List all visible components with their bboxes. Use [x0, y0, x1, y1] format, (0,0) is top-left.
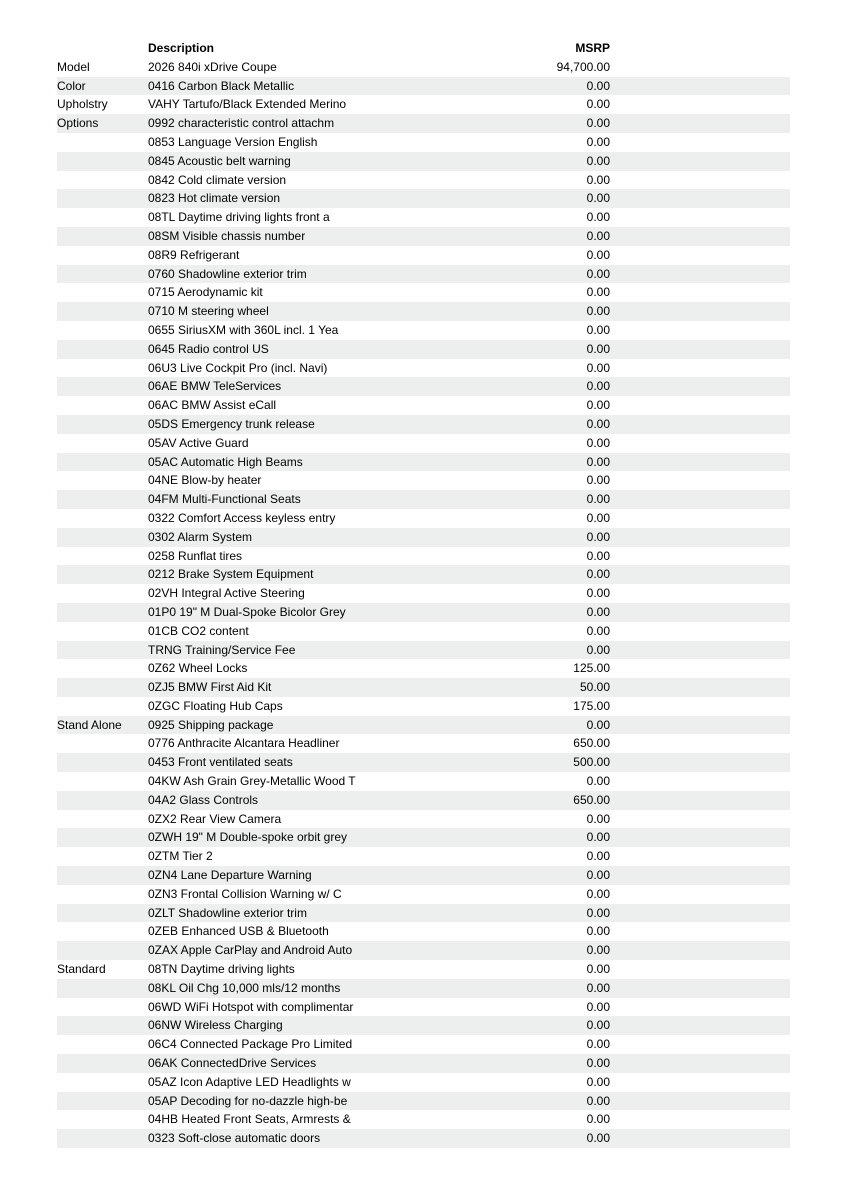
- row-spacer: [610, 471, 790, 490]
- row-spacer: [610, 1110, 790, 1129]
- table-row: [57, 396, 790, 415]
- row-description: 0845 Acoustic belt warning: [148, 153, 291, 168]
- row-msrp: 0.00: [586, 360, 610, 375]
- row-spacer: [610, 340, 790, 359]
- row-spacer: [610, 885, 790, 904]
- table-row: [57, 810, 790, 829]
- row-description: 0776 Anthracite Alcantara Headliner: [148, 736, 340, 751]
- row-spacer: [610, 95, 790, 114]
- row-spacer: [610, 603, 790, 622]
- row-msrp: 94,700.00: [556, 59, 610, 74]
- row-category: [57, 753, 148, 772]
- row-spacer: [610, 58, 790, 77]
- row-category: [57, 565, 148, 584]
- table-row: [57, 866, 790, 885]
- row-spacer: [610, 697, 790, 716]
- row-msrp: 0.00: [586, 304, 610, 319]
- row-description: 0710 M steering wheel: [148, 304, 269, 319]
- row-category: [57, 641, 148, 660]
- table-body: [57, 58, 790, 1148]
- row-msrp: 0.00: [586, 322, 610, 337]
- table-row: [57, 1016, 790, 1035]
- row-description: 08TL Daytime driving lights front a: [148, 210, 330, 225]
- row-description: 06U3 Live Cockpit Pro (incl. Navi): [148, 360, 328, 375]
- table-row: [57, 960, 790, 979]
- row-msrp: 0.00: [586, 510, 610, 525]
- row-spacer: [610, 283, 790, 302]
- table-row: [57, 415, 790, 434]
- row-spacer: [610, 302, 790, 321]
- row-spacer: [610, 396, 790, 415]
- row-spacer: [610, 828, 790, 847]
- table-row: [57, 941, 790, 960]
- table-row: [57, 1092, 790, 1111]
- row-spacer: [610, 509, 790, 528]
- row-category: [57, 847, 148, 866]
- row-spacer: [610, 1016, 790, 1035]
- row-spacer: [610, 528, 790, 547]
- row-spacer: [610, 227, 790, 246]
- table-row: [57, 772, 790, 791]
- table-row: [57, 321, 790, 340]
- table-row: [57, 1073, 790, 1092]
- table-row: [57, 547, 790, 566]
- row-spacer: [610, 490, 790, 509]
- row-category: [57, 828, 148, 847]
- table-row: [57, 114, 790, 133]
- row-description: 06WD WiFi Hotspot with complimentar: [148, 999, 354, 1014]
- row-description: 0715 Aerodynamic kit: [148, 285, 263, 300]
- table-row: [57, 1054, 790, 1073]
- row-description: 0323 Soft-close automatic doors: [148, 1131, 321, 1146]
- row-category: [57, 509, 148, 528]
- row-spacer: [610, 941, 790, 960]
- row-spacer: [610, 246, 790, 265]
- row-msrp: 50.00: [579, 680, 610, 695]
- row-description: 0842 Cold climate version: [148, 172, 287, 187]
- row-spacer: [610, 434, 790, 453]
- table-row: [57, 509, 790, 528]
- row-msrp: 0.00: [586, 379, 610, 394]
- row-description: 06C4 Connected Package Pro Limited: [148, 1037, 353, 1052]
- row-description: 0Z62 Wheel Locks: [148, 661, 248, 676]
- table-header: [57, 39, 790, 58]
- row-description: 0823 Hot climate version: [148, 191, 281, 206]
- row-spacer: [610, 998, 790, 1017]
- row-category: [57, 321, 148, 340]
- row-category: [57, 1110, 148, 1129]
- row-msrp: 0.00: [586, 849, 610, 864]
- row-category: [57, 1054, 148, 1073]
- row-category: [57, 810, 148, 829]
- row-description: 06AE BMW TeleServices: [148, 379, 282, 394]
- row-category: [57, 415, 148, 434]
- table-row: [57, 58, 790, 77]
- table-row: [57, 998, 790, 1017]
- row-msrp: 0.00: [586, 97, 610, 112]
- table-row: [57, 753, 790, 772]
- row-msrp: 0.00: [586, 717, 610, 732]
- row-spacer: [610, 716, 790, 735]
- row-description: 0ZLT Shadowline exterior trim: [148, 905, 307, 920]
- table-row: [57, 434, 790, 453]
- row-description: 02VH Integral Active Steering: [148, 586, 305, 601]
- row-spacer: [610, 960, 790, 979]
- row-msrp: 0.00: [586, 416, 610, 431]
- row-spacer: [610, 791, 790, 810]
- row-msrp: 0.00: [586, 623, 610, 638]
- row-spacer: [610, 171, 790, 190]
- row-category: [57, 283, 148, 302]
- row-msrp: 0.00: [586, 473, 610, 488]
- row-category: [57, 734, 148, 753]
- table-row: [57, 283, 790, 302]
- row-description: 08R9 Refrigerant: [148, 247, 240, 262]
- row-category: [57, 377, 148, 396]
- table-row: [57, 340, 790, 359]
- row-description: 08SM Visible chassis number: [148, 228, 306, 243]
- table-row: [57, 377, 790, 396]
- table-row: [57, 904, 790, 923]
- row-category: [57, 208, 148, 227]
- row-description: 05AP Decoding for no-dazzle high-be: [148, 1093, 348, 1108]
- description-column-header: Description: [148, 41, 215, 55]
- row-msrp: 650.00: [573, 792, 610, 807]
- row-category: [57, 904, 148, 923]
- table-row: [57, 77, 790, 96]
- row-spacer: [610, 753, 790, 772]
- row-spacer: [610, 1035, 790, 1054]
- header-row: [57, 39, 790, 58]
- row-category: [57, 152, 148, 171]
- table-row: [57, 208, 790, 227]
- row-description: 0ZWH 19" M Double-spoke orbit grey: [148, 830, 348, 845]
- row-description: VAHY Tartufo/Black Extended Merino: [148, 97, 347, 112]
- row-category: [57, 471, 148, 490]
- row-description: 0760 Shadowline exterior trim: [148, 266, 307, 281]
- row-msrp: 0.00: [586, 962, 610, 977]
- row-msrp: 0.00: [586, 924, 610, 939]
- row-description: 04HB Heated Front Seats, Armrests &: [148, 1112, 351, 1127]
- table-row: [57, 227, 790, 246]
- row-description: 0ZX2 Rear View Camera: [148, 811, 282, 826]
- row-msrp: 175.00: [573, 698, 610, 713]
- row-msrp: 0.00: [586, 454, 610, 469]
- row-spacer: [610, 453, 790, 472]
- row-description: 0ZEB Enhanced USB & Bluetooth: [148, 924, 329, 939]
- row-category: [57, 265, 148, 284]
- row-category: [57, 1016, 148, 1035]
- row-description: 08TN Daytime driving lights: [148, 962, 295, 977]
- row-category: [57, 697, 148, 716]
- row-spacer: [610, 265, 790, 284]
- row-msrp: 0.00: [586, 642, 610, 657]
- row-category: [57, 359, 148, 378]
- row-description: 0ZN3 Frontal Collision Warning w/ C: [148, 886, 342, 901]
- row-description: 2026 840i xDrive Coupe: [148, 59, 277, 74]
- row-msrp: 0.00: [586, 1112, 610, 1127]
- row-msrp: 0.00: [586, 980, 610, 995]
- row-category: [57, 678, 148, 697]
- row-msrp: 0.00: [586, 999, 610, 1014]
- row-category: [57, 547, 148, 566]
- row-description: 05AV Active Guard: [148, 435, 249, 450]
- row-spacer: [610, 622, 790, 641]
- row-msrp: 500.00: [573, 755, 610, 770]
- row-category: [57, 453, 148, 472]
- row-msrp: 0.00: [586, 435, 610, 450]
- row-description: 05AC Automatic High Beams: [148, 454, 303, 469]
- row-spacer: [610, 584, 790, 603]
- row-msrp: 0.00: [586, 210, 610, 225]
- row-description: 06NW Wireless Charging: [148, 1018, 283, 1033]
- row-spacer: [610, 208, 790, 227]
- table-row: [57, 697, 790, 716]
- row-msrp: 0.00: [586, 529, 610, 544]
- row-category: [57, 979, 148, 998]
- row-msrp: 0.00: [586, 604, 610, 619]
- table-row: [57, 453, 790, 472]
- row-description: 05DS Emergency trunk release: [148, 416, 315, 431]
- row-description: 0925 Shipping package: [148, 717, 274, 732]
- row-description: 0302 Alarm System: [148, 529, 253, 544]
- row-msrp: 0.00: [586, 247, 610, 262]
- row-msrp: 0.00: [586, 548, 610, 563]
- row-category: [57, 941, 148, 960]
- row-spacer: [610, 641, 790, 660]
- row-description: TRNG Training/Service Fee: [148, 642, 296, 657]
- row-msrp: 0.00: [586, 285, 610, 300]
- row-description: 06AC BMW Assist eCall: [148, 398, 277, 413]
- msrp-column-header: MSRP: [575, 41, 610, 55]
- row-spacer: [610, 979, 790, 998]
- table-row: [57, 1110, 790, 1129]
- row-category: [57, 1129, 148, 1148]
- category-column-header: [57, 39, 148, 58]
- row-category: [57, 659, 148, 678]
- row-msrp: 0.00: [586, 868, 610, 883]
- table-row: [57, 922, 790, 941]
- spacer-column-header: [610, 39, 790, 58]
- table-row: [57, 641, 790, 660]
- row-msrp: 650.00: [573, 736, 610, 751]
- row-spacer: [610, 359, 790, 378]
- row-msrp: 0.00: [586, 134, 610, 149]
- row-msrp: 0.00: [586, 774, 610, 789]
- row-msrp: 0.00: [586, 78, 610, 93]
- table-row: [57, 734, 790, 753]
- row-category: Options: [57, 116, 99, 131]
- table-row: [57, 659, 790, 678]
- row-description: 04NE Blow-by heater: [148, 473, 262, 488]
- row-category: Color: [57, 78, 86, 93]
- table-row: [57, 471, 790, 490]
- row-category: Standard: [57, 962, 106, 977]
- row-description: 0322 Comfort Access keyless entry: [148, 510, 336, 525]
- row-spacer: [610, 772, 790, 791]
- row-spacer: [610, 547, 790, 566]
- row-category: [57, 603, 148, 622]
- row-msrp: 0.00: [586, 116, 610, 131]
- row-spacer: [610, 659, 790, 678]
- table-row: [57, 152, 790, 171]
- row-spacer: [610, 133, 790, 152]
- row-msrp: 0.00: [586, 1037, 610, 1052]
- row-category: [57, 490, 148, 509]
- row-spacer: [610, 415, 790, 434]
- row-category: [57, 866, 148, 885]
- row-category: [57, 584, 148, 603]
- row-msrp: 0.00: [586, 830, 610, 845]
- row-category: [57, 396, 148, 415]
- row-category: [57, 791, 148, 810]
- table-row: [57, 622, 790, 641]
- row-category: [57, 1073, 148, 1092]
- row-category: [57, 227, 148, 246]
- row-description: 0992 characteristic control attachm: [148, 116, 335, 131]
- row-msrp: 0.00: [586, 586, 610, 601]
- row-msrp: 0.00: [586, 811, 610, 826]
- table-row: [57, 189, 790, 208]
- row-category: [57, 434, 148, 453]
- row-msrp: 0.00: [586, 1018, 610, 1033]
- table-row: [57, 885, 790, 904]
- row-spacer: [610, 866, 790, 885]
- table-row: [57, 584, 790, 603]
- table-row: [57, 171, 790, 190]
- row-category: [57, 189, 148, 208]
- row-description: 0853 Language Version English: [148, 134, 318, 149]
- row-msrp: 0.00: [586, 228, 610, 243]
- row-description: 0453 Front ventilated seats: [148, 755, 293, 770]
- table-row: [57, 1035, 790, 1054]
- row-spacer: [610, 152, 790, 171]
- row-msrp: 0.00: [586, 1093, 610, 1108]
- row-description: 01CB CO2 content: [148, 623, 249, 638]
- row-spacer: [610, 678, 790, 697]
- table-row: [57, 716, 790, 735]
- row-category: Model: [57, 59, 90, 74]
- row-msrp: 0.00: [586, 886, 610, 901]
- table-row: [57, 95, 790, 114]
- table-row: [57, 847, 790, 866]
- row-description: 0ZN4 Lane Departure Warning: [148, 868, 312, 883]
- row-category: [57, 998, 148, 1017]
- row-description: 01P0 19" M Dual-Spoke Bicolor Grey: [148, 604, 346, 619]
- row-spacer: [610, 810, 790, 829]
- row-description: 0416 Carbon Black Metallic: [148, 78, 295, 93]
- row-description: 0ZGC Floating Hub Caps: [148, 698, 283, 713]
- row-msrp: 0.00: [586, 943, 610, 958]
- table-row: [57, 302, 790, 321]
- row-description: 0645 Radio control US: [148, 341, 269, 356]
- row-description: 0ZAX Apple CarPlay and Android Auto: [148, 943, 353, 958]
- row-msrp: 0.00: [586, 398, 610, 413]
- row-category: [57, 1092, 148, 1111]
- row-description: 0ZTM Tier 2: [148, 849, 213, 864]
- row-msrp: 0.00: [586, 172, 610, 187]
- row-category: [57, 528, 148, 547]
- table-row: [57, 979, 790, 998]
- row-description: 04KW Ash Grain Grey-Metallic Wood T: [148, 774, 356, 789]
- table-row: [57, 359, 790, 378]
- row-msrp: 0.00: [586, 191, 610, 206]
- row-category: [57, 133, 148, 152]
- row-msrp: 0.00: [586, 341, 610, 356]
- table-row: [57, 528, 790, 547]
- table-row: [57, 490, 790, 509]
- row-description: 0258 Runflat tires: [148, 548, 243, 563]
- table-row: [57, 133, 790, 152]
- row-category: [57, 1035, 148, 1054]
- row-category: Upholstry: [57, 97, 108, 112]
- row-spacer: [610, 847, 790, 866]
- row-category: [57, 772, 148, 791]
- row-category: Stand Alone: [57, 717, 122, 732]
- row-msrp: 0.00: [586, 266, 610, 281]
- row-msrp: 125.00: [573, 661, 610, 676]
- row-spacer: [610, 1073, 790, 1092]
- row-description: 04FM Multi-Functional Seats: [148, 492, 301, 507]
- table-row: [57, 828, 790, 847]
- row-description: 0212 Brake System Equipment: [148, 567, 314, 582]
- row-spacer: [610, 189, 790, 208]
- row-category: [57, 922, 148, 941]
- row-spacer: [610, 114, 790, 133]
- table-row: [57, 246, 790, 265]
- table-row: [57, 603, 790, 622]
- row-category: [57, 302, 148, 321]
- row-spacer: [610, 321, 790, 340]
- row-spacer: [610, 734, 790, 753]
- row-spacer: [610, 1054, 790, 1073]
- table-row: [57, 565, 790, 584]
- row-spacer: [610, 922, 790, 941]
- row-msrp: 0.00: [586, 153, 610, 168]
- row-category: [57, 340, 148, 359]
- row-category: [57, 622, 148, 641]
- row-msrp: 0.00: [586, 1074, 610, 1089]
- row-category: [57, 171, 148, 190]
- row-spacer: [610, 904, 790, 923]
- row-spacer: [610, 377, 790, 396]
- table-row: [57, 678, 790, 697]
- table-row: [57, 265, 790, 284]
- row-msrp: 0.00: [586, 567, 610, 582]
- row-description: 0655 SiriusXM with 360L incl. 1 Yea: [148, 322, 339, 337]
- row-description: 08KL Oil Chg 10,000 mls/12 months: [148, 980, 341, 995]
- vehicle-pricing-table: [57, 39, 790, 1148]
- row-category: [57, 246, 148, 265]
- row-category: [57, 885, 148, 904]
- row-description: 05AZ Icon Adaptive LED Headlights w: [148, 1074, 351, 1089]
- row-msrp: 0.00: [586, 1056, 610, 1071]
- table-row: [57, 1129, 790, 1148]
- row-msrp: 0.00: [586, 492, 610, 507]
- row-spacer: [610, 565, 790, 584]
- row-description: 0ZJ5 BMW First Aid Kit: [148, 680, 272, 695]
- row-description: 04A2 Glass Controls: [148, 792, 259, 807]
- table-row: [57, 791, 790, 810]
- row-spacer: [610, 77, 790, 96]
- row-description: 06AK ConnectedDrive Services: [148, 1056, 317, 1071]
- row-spacer: [610, 1092, 790, 1111]
- row-spacer: [610, 1129, 790, 1148]
- row-msrp: 0.00: [586, 905, 610, 920]
- row-msrp: 0.00: [586, 1131, 610, 1146]
